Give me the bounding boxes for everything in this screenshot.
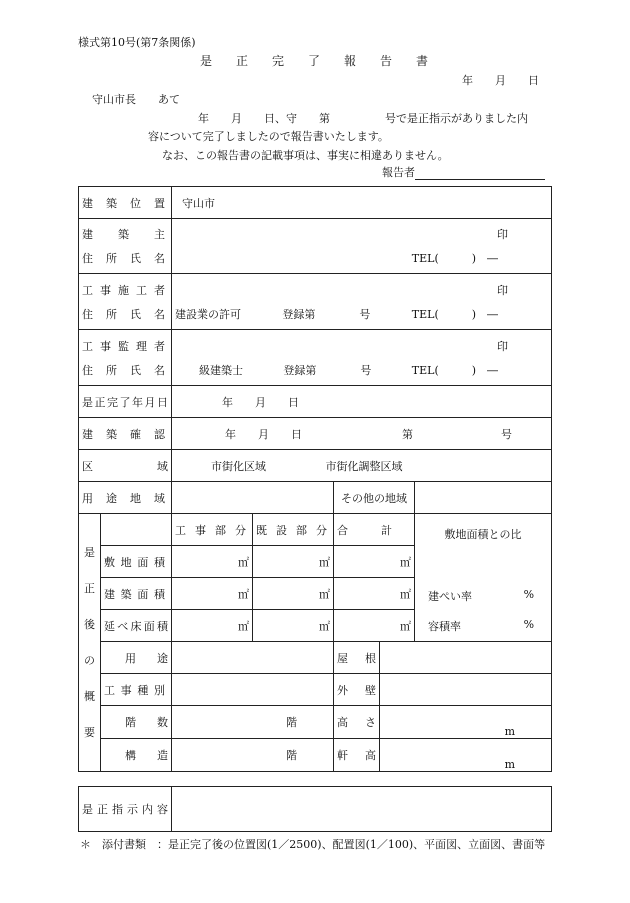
row-location xyxy=(79,187,552,219)
reporter-label: 報告者 xyxy=(382,166,415,179)
col-total: 合 計 xyxy=(334,514,415,546)
owner-label-2: 住所氏名 xyxy=(82,252,168,265)
height-label: 高さ xyxy=(334,706,380,739)
far-unit: % xyxy=(523,618,535,631)
building-area-label: 建築面積 xyxy=(101,578,172,610)
row-use-zone xyxy=(79,482,552,514)
owner-label-1: 建築主 xyxy=(82,228,168,241)
height-value[interactable]: m xyxy=(380,706,552,739)
remark-table xyxy=(78,786,552,832)
use-row xyxy=(79,642,552,674)
reporter-field[interactable] xyxy=(382,164,545,180)
form-number: 様式第10号(第7条関係) xyxy=(78,36,196,49)
wall-label: 外壁 xyxy=(334,674,380,706)
supervisor-field[interactable] xyxy=(172,330,552,386)
building-area-existing[interactable]: ㎡ xyxy=(253,578,334,610)
supervisor-architect: 級建築士 xyxy=(199,363,243,377)
location-label: 建築位置 xyxy=(79,187,172,219)
supervisor-seal: 印 xyxy=(497,339,509,353)
floor-area-work[interactable]: ㎡ xyxy=(172,610,253,642)
floor-area-total[interactable]: ㎡ xyxy=(334,610,415,642)
contractor-field[interactable] xyxy=(172,274,552,330)
side-char-2: 正 xyxy=(84,581,95,595)
far-label: 容積率 xyxy=(428,620,461,633)
site-area-total[interactable]: ㎡ xyxy=(334,546,415,578)
confirm-field[interactable] xyxy=(172,418,552,450)
completion-value[interactable]: 年 月 日 xyxy=(172,386,552,418)
structure-row xyxy=(79,739,552,772)
roof-value[interactable] xyxy=(380,642,552,674)
building-area-work[interactable]: ㎡ xyxy=(172,578,253,610)
work-type-label: 工事種別 xyxy=(101,674,172,706)
row-contractor xyxy=(79,274,552,330)
roof-label: 屋根 xyxy=(334,642,380,674)
report-form-table xyxy=(78,186,552,772)
zone-label: 区域 xyxy=(79,450,172,482)
supervisor-registration: 登録第 号 xyxy=(283,363,372,377)
contractor-tel: TEL( ) ― xyxy=(411,307,499,321)
site-area-existing[interactable]: ㎡ xyxy=(253,546,334,578)
body-line-2: 容について完了しましたので報告書いたします。 xyxy=(148,130,389,143)
body-line-3: なお、この報告書の記載事項は、事実に相違ありません。 xyxy=(162,149,449,162)
use-label: 用途 xyxy=(101,642,172,674)
remark-value[interactable] xyxy=(172,787,552,832)
contractor-label-1: 工事施工者 xyxy=(82,283,168,297)
contractor-registration: 登録第 号 xyxy=(282,307,371,321)
row-confirmation xyxy=(79,418,552,450)
floors-label: 階数 xyxy=(101,706,172,739)
reporter-signature-line xyxy=(415,167,545,180)
side-char-4: の xyxy=(84,653,95,667)
supervisor-label xyxy=(79,330,172,386)
site-area-label: 敷地面積 xyxy=(101,546,172,578)
floor-area-label: 延べ床面積 xyxy=(101,610,172,642)
remark-row xyxy=(79,787,552,832)
contractor-label xyxy=(79,274,172,330)
floor-area-existing[interactable]: ㎡ xyxy=(253,610,334,642)
side-char-5: 概 xyxy=(84,689,95,703)
coverage-label: 建ぺい率 xyxy=(428,590,472,603)
owner-tel: TEL( ) ― xyxy=(411,252,499,265)
owner-field[interactable] xyxy=(172,219,552,274)
supervisor-label-2: 住所氏名 xyxy=(82,363,168,377)
confirm-label: 建築確認 xyxy=(79,418,172,450)
coverage-unit: % xyxy=(523,588,535,601)
side-char-6: 要 xyxy=(84,725,95,739)
floors-row xyxy=(79,706,552,739)
ratio-cell xyxy=(415,514,552,642)
summary-side-label xyxy=(79,514,101,772)
col-work-part: 工事部分 xyxy=(172,514,253,546)
confirm-number: 第 号 xyxy=(402,427,513,441)
structure-value[interactable]: 階 xyxy=(172,739,334,772)
row-zone xyxy=(79,450,552,482)
page-title: 是 正 完 了 報 告 書 xyxy=(200,54,429,68)
contractor-license: 建設業の許可 xyxy=(175,307,241,321)
row-completion xyxy=(79,386,552,418)
attachment-note: ＊ 添付書類 ：是正完了後の位置図(1／2500)、配置図(1／100)、平面図、立面図、書面等 xyxy=(80,838,546,851)
contractor-label-2: 住所氏名 xyxy=(82,307,168,321)
floors-value[interactable]: 階 xyxy=(172,706,334,739)
use-zone-value[interactable] xyxy=(172,482,334,514)
eave-value[interactable]: m xyxy=(380,739,552,772)
completion-label: 是正完了年月日 xyxy=(79,386,172,418)
col-existing-part: 既設部分 xyxy=(253,514,334,546)
building-area-total[interactable]: ㎡ xyxy=(334,578,415,610)
addressee: 守山市長 あて xyxy=(92,93,180,106)
summary-corner xyxy=(101,514,172,546)
owner-label xyxy=(79,219,172,274)
location-value[interactable]: 守山市 xyxy=(172,187,552,219)
zone-field[interactable] xyxy=(172,450,552,482)
zone-urban[interactable]: 市街化区域 xyxy=(211,459,266,473)
use-value[interactable] xyxy=(172,642,334,674)
row-owner xyxy=(79,219,552,274)
row-supervisor xyxy=(79,330,552,386)
site-area-work[interactable]: ㎡ xyxy=(172,546,253,578)
report-date: 年 月 日 xyxy=(462,74,539,87)
supervisor-label-1: 工事監理者 xyxy=(82,339,168,353)
use-zone-label: 用途地域 xyxy=(79,482,172,514)
supervisor-tel: TEL( ) ― xyxy=(411,363,499,377)
work-type-row xyxy=(79,674,552,706)
side-char-3: 後 xyxy=(84,617,95,631)
work-type-value[interactable] xyxy=(172,674,334,706)
side-char-1: 是 xyxy=(84,545,95,559)
contractor-seal: 印 xyxy=(497,283,509,297)
wall-value[interactable] xyxy=(380,674,552,706)
col-ratio-label: 敷地面積との比 xyxy=(444,528,522,541)
other-zone-value[interactable] xyxy=(415,482,552,514)
confirm-date: 年 月 日 xyxy=(225,427,302,441)
zone-adjust[interactable]: 市街化調整区域 xyxy=(325,459,403,473)
body-line-1: 年 月 日、守 第 号で是正指示がありました内 xyxy=(198,112,528,125)
summary-header-row xyxy=(79,514,552,546)
other-zone-label: その他の地域 xyxy=(334,482,415,514)
structure-label: 構造 xyxy=(101,739,172,772)
eave-label: 軒高 xyxy=(334,739,380,772)
owner-seal: 印 xyxy=(497,228,509,241)
remark-label: 是正指示内容 xyxy=(79,787,172,832)
